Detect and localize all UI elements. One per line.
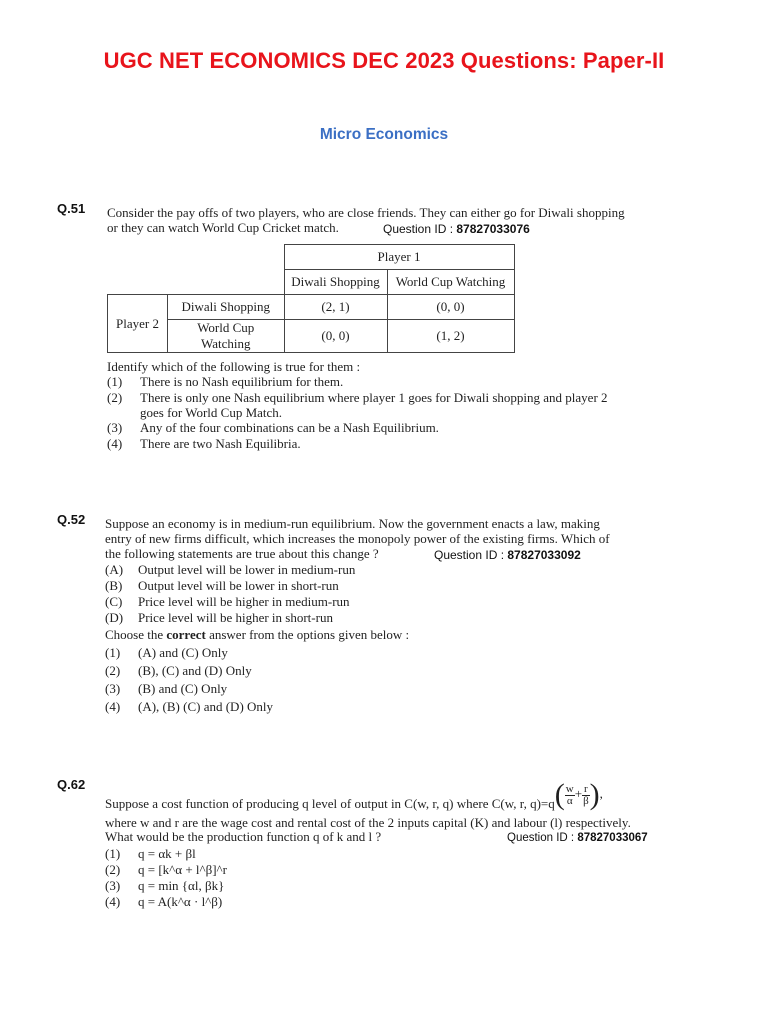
row-header-diwali: Diwali Shopping <box>168 295 285 320</box>
table-blank-cell <box>108 270 168 295</box>
option-text: q = [k^α + l^β]^r <box>138 862 227 877</box>
q52-text-line3: the following statements are true about this change ? <box>105 546 379 561</box>
q52-statement <box>105 594 350 609</box>
option-number: (1) <box>105 846 121 861</box>
statement-letter: (C) <box>105 594 123 609</box>
q62-option <box>105 846 196 861</box>
option-text: q = A(k^α · l^β) <box>138 894 223 909</box>
q62-question-id <box>507 832 648 844</box>
q52-statement <box>105 562 355 577</box>
q52-qid-label: Question ID : <box>434 548 505 562</box>
payoff-r2c1: (0, 0) <box>284 320 387 353</box>
q62-text-line3: What would be the production function q of k and l ? <box>105 829 382 844</box>
payoff-r1c2: (0, 0) <box>387 295 514 320</box>
section-title: Micro Economics <box>319 126 449 143</box>
q52-question-id <box>434 548 581 562</box>
fraction-r-beta <box>582 784 590 807</box>
player1-header: Player 1 <box>284 245 514 270</box>
option-number: (3) <box>107 420 123 435</box>
q52-option <box>105 681 227 696</box>
option-number: (1) <box>107 374 123 389</box>
q62-line1-text: Suppose a cost function of producing q level of output in C(w, r, q) where C(w, r, q)=q <box>105 795 555 811</box>
table-blank-cell <box>108 245 168 270</box>
option-number: (2) <box>107 390 123 405</box>
option-text: Any of the four combinations can be a Nash Equilibrium. <box>140 420 439 435</box>
option-text: q = min {αl, βk} <box>138 878 225 893</box>
q51-text-line1: Consider the pay offs of two players, who are close friends. They can either go for Diwali shopping <box>107 205 625 220</box>
choose-post: answer from the options given below : <box>205 627 410 642</box>
q52-text-line1: Suppose an economy is in medium-run equilibrium. Now the government enacts a law, making <box>105 516 600 531</box>
option-text: q = αk + βl <box>138 846 196 861</box>
q62-number: Q.62 <box>57 777 86 792</box>
q62-qid-value: 87827033067 <box>577 832 648 844</box>
q52-choose-line <box>105 627 409 642</box>
q62-text-line2: where w and r are the wage cost and rental cost of the 2 inputs capital (K) and labour (l) respectively. <box>105 815 631 830</box>
q52-qid-value: 87827033092 <box>507 548 581 562</box>
option-text: (B), (C) and (D) Only <box>138 663 252 678</box>
option-number: (4) <box>107 436 123 451</box>
frac-numerator: r <box>584 782 588 795</box>
q51-option <box>107 390 608 420</box>
statement-text: Price level will be higher in medium-run <box>138 594 350 609</box>
q51-number: Q.51 <box>57 201 86 216</box>
q52-number: Q.52 <box>57 512 86 527</box>
option-text: There is only one Nash equilibrium where player 1 goes for Diwali shopping and player 2 <box>140 390 608 405</box>
option-text: (B) and (C) Only <box>138 681 228 696</box>
frac-denominator: α <box>566 794 573 807</box>
option-number: (2) <box>105 663 121 678</box>
option-text: There is no Nash equilibrium for them. <box>140 374 344 389</box>
option-text-cont: goes for World Cup Match. <box>140 405 283 420</box>
q51-option <box>107 436 301 451</box>
option-number: (2) <box>105 862 121 877</box>
q51-question-id <box>383 222 530 236</box>
q62-option <box>105 878 224 893</box>
q51-option <box>107 374 343 389</box>
q52-option <box>105 699 273 714</box>
choose-pre: Choose the <box>105 627 167 642</box>
option-number: (3) <box>105 878 121 893</box>
q51-prompt: Identify which of the following is true for them : <box>107 359 361 374</box>
option-number: (4) <box>105 699 121 714</box>
statement-letter: (A) <box>105 562 124 577</box>
statement-letter: (D) <box>105 610 124 625</box>
q52-option <box>105 663 252 678</box>
q52-text-line2: entry of new firms difficult, which increases the monopoly power of the existing firms. Which of <box>105 531 610 546</box>
table-blank-cell <box>168 270 285 295</box>
statement-text: Output level will be lower in medium-run <box>138 562 356 577</box>
q62-option <box>105 894 222 909</box>
row-header-worldcup: World Cup Watching <box>168 320 285 353</box>
option-number: (3) <box>105 681 121 696</box>
option-number: (4) <box>105 894 121 909</box>
frac-numerator: w <box>565 782 574 795</box>
q52-statement <box>105 610 333 625</box>
q52-statement <box>105 578 339 593</box>
statement-letter: (B) <box>105 578 123 593</box>
q52-option <box>105 645 228 660</box>
col-header-worldcup: World Cup Watching <box>387 270 514 295</box>
q51-qid-label: Question ID : <box>383 222 454 236</box>
q51-text-line2: or they can watch World Cup Cricket match. <box>107 220 339 235</box>
payoff-r2c2: (1, 2) <box>387 320 514 353</box>
player2-header: Player 2 <box>108 295 168 353</box>
q62-text-line1: Suppose a cost function of producing q level of output in C(w, r, q) where C(w, r, q)=q( $\frac{w}{\alpha}$ + $\frac{r}{\beta}$ ), <box>105 778 603 811</box>
statement-text: Price level will be higher in short-run <box>138 610 333 625</box>
choose-bold: correct <box>166 627 206 642</box>
table-blank-cell <box>168 245 285 270</box>
q51-qid-value: 87827033076 <box>456 222 530 236</box>
payoff-table <box>107 244 515 353</box>
q62-qid-label: Question ID : <box>507 832 575 844</box>
option-number: (1) <box>105 645 121 660</box>
frac-denominator: β <box>583 794 589 807</box>
option-text: (A), (B) (C) and (D) Only <box>138 699 274 714</box>
col-header-diwali: Diwali Shopping <box>284 270 387 295</box>
page-title: UGC NET ECONOMICS DEC 2023 Questions: Paper-II <box>103 48 665 73</box>
fraction-w-alpha <box>565 784 575 807</box>
option-text: There are two Nash Equilibria. <box>140 436 301 451</box>
q51-option <box>107 420 439 435</box>
statement-text: Output level will be lower in short-run <box>138 578 339 593</box>
payoff-r1c1: (2, 1) <box>284 295 387 320</box>
plus-sign: + <box>574 785 583 801</box>
option-text: (A) and (C) Only <box>138 645 228 660</box>
q62-option <box>105 862 227 877</box>
